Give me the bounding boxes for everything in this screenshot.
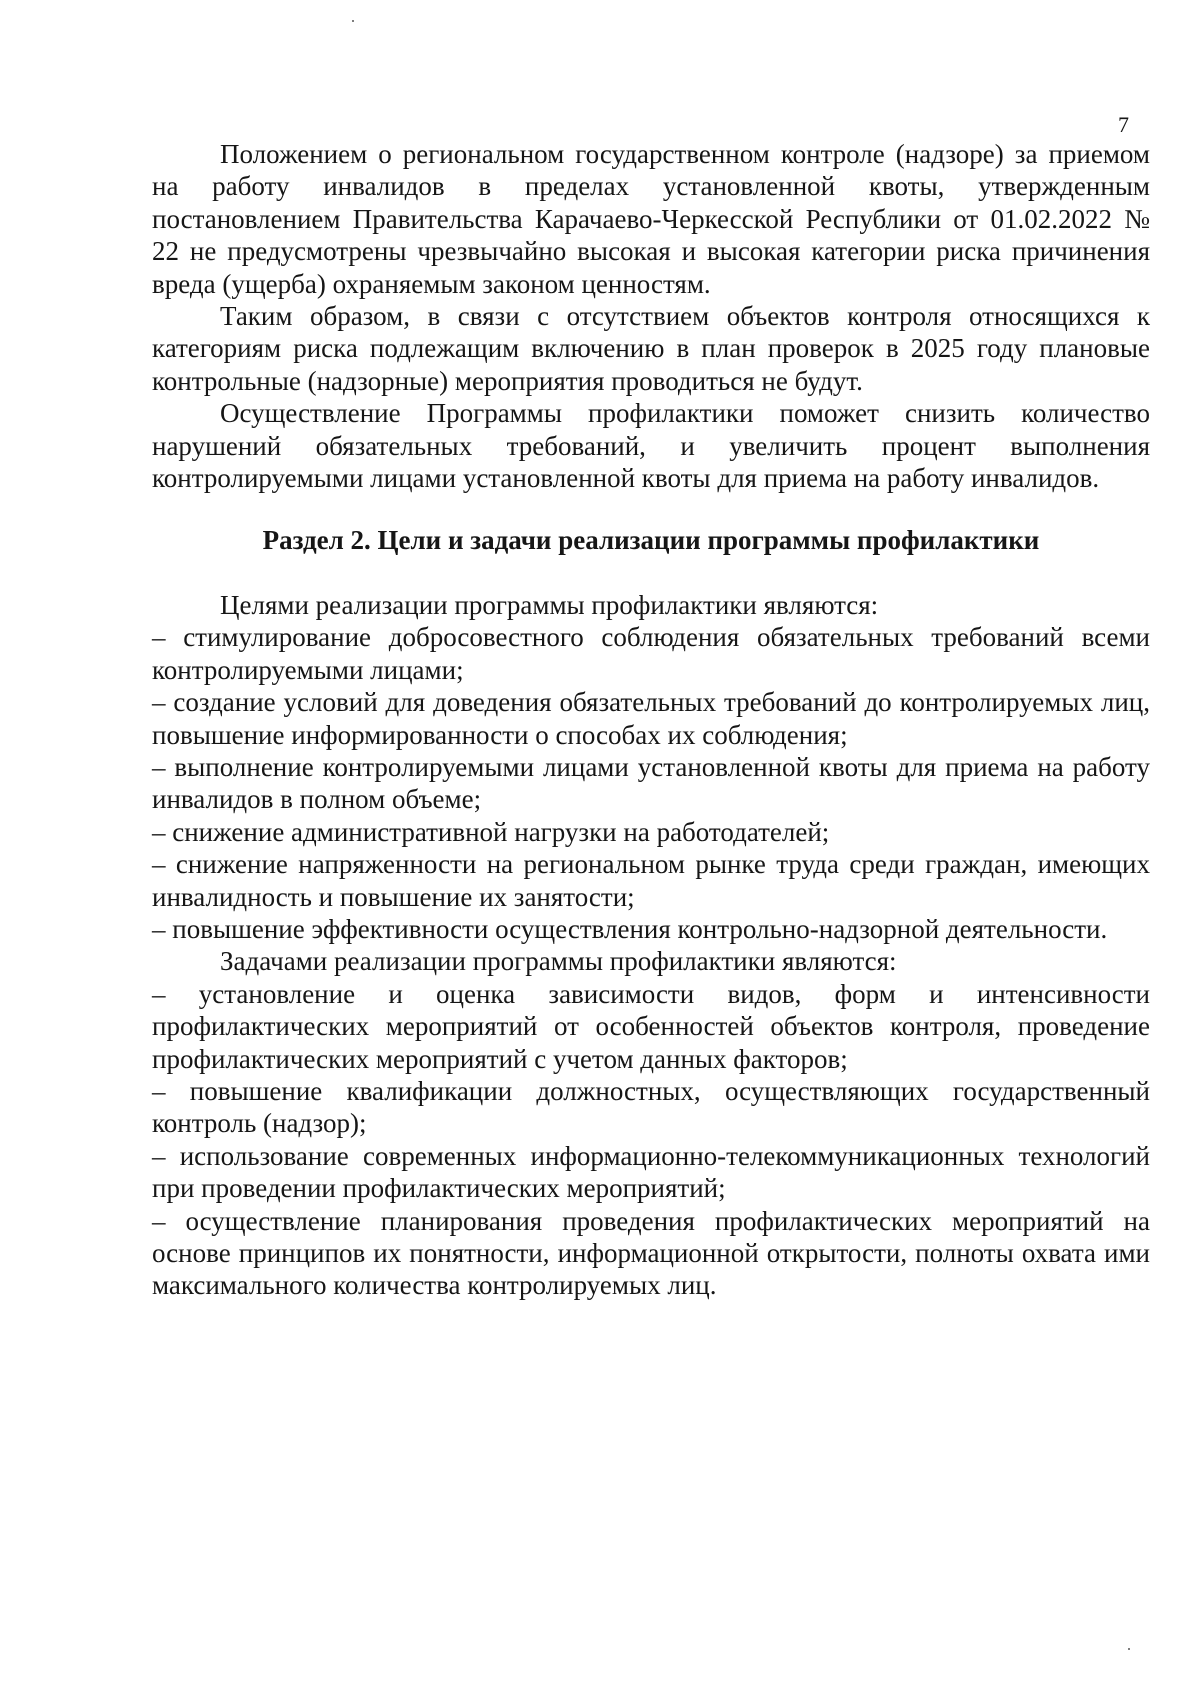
page-number: 7 <box>1118 112 1129 137</box>
tasks-intro: Задачами реализации программы профилактики являются: <box>220 946 897 977</box>
task-item: – повышение квалификации должностных, осуществляющих государственный контроль (надзор); <box>152 1075 1150 1139</box>
scan-speck <box>352 20 354 22</box>
scan-speck <box>1128 1648 1130 1650</box>
paragraph-regulation: Положением о региональном государственном контроле (надзоре) за приемом на работу инвалидов в пределах установленной квоты, утвержденным постановлением Правительства Карачаево-Черкесской Республики от 01.02.2022 № 22 не предусмотрены чрезвычайно высокая и высокая категории риска причинения вреда (ущерба) охраняемым законом ценностям. <box>152 139 1150 299</box>
paragraph-program-effect: Осуществление Программы профилактики поможет снизить количество нарушений обязательных требований, и увеличить процент выполнения контролируемыми лицами установленной квоты для приема на работу инвалидов. <box>152 398 1150 494</box>
goal-item: – создание условий для доведения обязательных требований до контролируемых лиц, повышение информированности о способах их соблюдения; <box>152 687 1150 750</box>
goal-item: – выполнение контролируемыми лицами установленной квоты для приема на работу инвалидов в полном объеме; <box>152 751 1150 815</box>
task-item: – использование современных информационно-телекоммуникационных технологий при проведении профилактических мероприятий; <box>152 1140 1150 1204</box>
goal-item: – повышение эффективности осуществления контрольно-надзорной деятельности. <box>152 913 1108 944</box>
paragraph-conclusion: Таким образом, в связи с отсутствием объектов контроля относящихся к категориям риска подлежащим включению в план проверок в 2025 году плановые контрольные (надзорные) мероприятия проводиться не будут. <box>152 301 1150 396</box>
goals-intro: Целями реализации программы профилактики являются: <box>220 589 879 620</box>
goal-item: – снижение административной нагрузки на работодателей; <box>152 816 830 847</box>
task-item: – установление и оценка зависимости видов, форм и интенсивности профилактических мероприятий от особенностей объектов контроля, проведение профилактических мероприятий с учетом данных факторов; <box>152 978 1150 1074</box>
task-item: – осуществление планирования проведения профилактических мероприятий на основе принципов их понятности, информационной открытости, полноты охвата ими максимального количества контролируемых лиц. <box>152 1205 1150 1301</box>
goal-item: – снижение напряженности на региональном рынке труда среди граждан, имеющих инвалидность и повышение их занятости; <box>152 849 1150 912</box>
goal-item: – стимулирование добросовестного соблюдения обязательных требований всеми контролируемыми лицами; <box>152 622 1150 685</box>
document-body <box>152 138 1150 1302</box>
section-heading: Раздел 2. Цели и задачи реализации программы профилактики <box>262 525 1040 556</box>
